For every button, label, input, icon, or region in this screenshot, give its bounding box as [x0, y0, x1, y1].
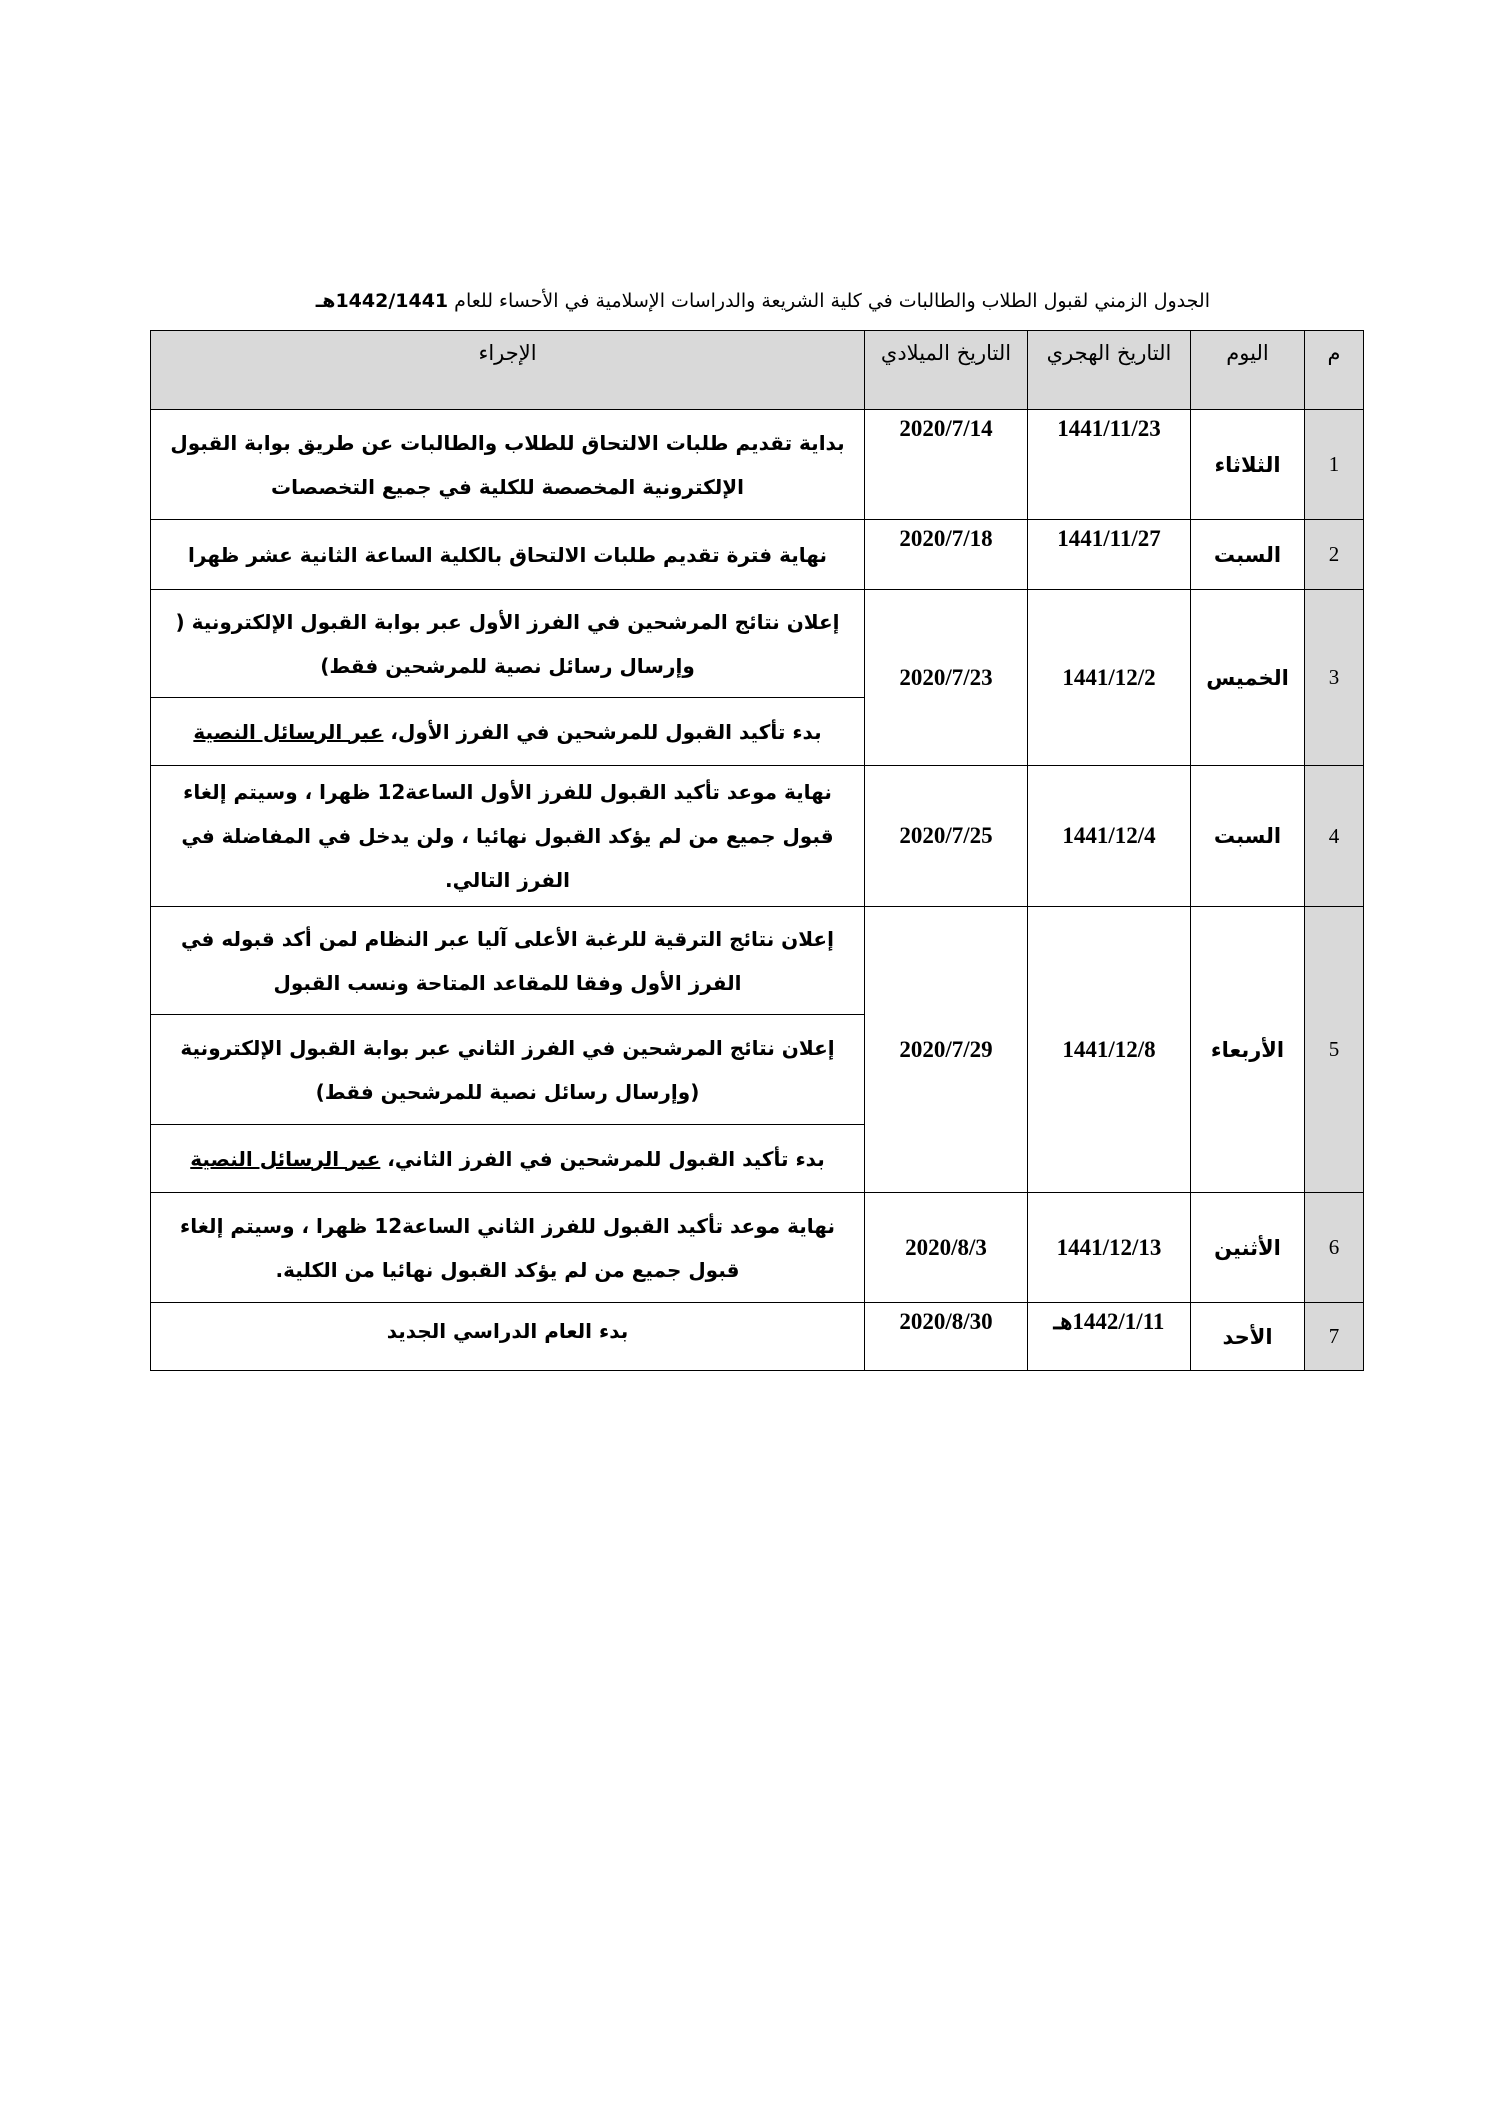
row-action: إعلان نتائج المرشحين في الفرز الثاني عبر بوابة القبول الإلكترونية (وإرسال رسائل نصية للمرشحين فقط) — [151, 1015, 865, 1125]
table-row — [151, 907, 1364, 1015]
confirm-text: بدء تأكيد القبول للمرشحين في الفرز الثاني، — [380, 1146, 825, 1171]
row-gregorian: 2020/7/18 — [865, 520, 1028, 590]
row-action: نهاية فترة تقديم طلبات الالتحاق بالكلية الساعة الثانية عشر ظهرا — [151, 520, 865, 590]
row-hijri: 1441/12/2 — [1028, 590, 1191, 766]
table-row — [151, 1193, 1364, 1303]
row-gregorian: 2020/7/14 — [865, 410, 1028, 520]
row-action: إعلان نتائج المرشحين في الفرز الأول عبر بوابة القبول الإلكترونية ( وإرسال رسائل نصية للمرشحين فقط) — [151, 590, 865, 698]
row-day: الثلاثاء — [1191, 410, 1305, 520]
table-row — [151, 590, 1364, 698]
table-row — [151, 520, 1364, 590]
row-hijri: 1441/11/23 — [1028, 410, 1191, 520]
row-num: 3 — [1305, 590, 1364, 766]
row-num: 6 — [1305, 1193, 1364, 1303]
row-hijri: 1441/12/8 — [1028, 907, 1191, 1193]
row-hijri: 1441/11/27 — [1028, 520, 1191, 590]
row-day: الأربعاء — [1191, 907, 1305, 1193]
header-gregorian: التاريخ الميلادي — [865, 331, 1028, 410]
row-hijri: 1442/1/11هـ — [1028, 1303, 1191, 1371]
title-text: الجدول الزمني لقبول الطلاب والطالبات في كلية الشريعة والدراسات الإسلامية في الأحساء للعام — [448, 290, 1210, 312]
row-day: الأحد — [1191, 1303, 1305, 1371]
row-day: الأثنين — [1191, 1193, 1305, 1303]
row-num: 1 — [1305, 410, 1364, 520]
table-row — [151, 766, 1364, 907]
row-action: بدء العام الدراسي الجديد — [151, 1303, 865, 1371]
row-num: 2 — [1305, 520, 1364, 590]
row-num: 7 — [1305, 1303, 1364, 1371]
header-action: الإجراء — [151, 331, 865, 410]
row-gregorian: 2020/8/30 — [865, 1303, 1028, 1371]
confirm-text: بدء تأكيد القبول للمرشحين في الفرز الأول، — [383, 719, 822, 744]
row-day: السبت — [1191, 766, 1305, 907]
row-day: السبت — [1191, 520, 1305, 590]
page-title — [150, 290, 1210, 312]
schedule-table — [150, 330, 1364, 1371]
row-num: 5 — [1305, 907, 1364, 1193]
table-row — [151, 1303, 1364, 1371]
title-year: 1442/1441هـ — [315, 290, 449, 312]
row-gregorian: 2020/7/29 — [865, 907, 1028, 1193]
header-hijri: التاريخ الهجري — [1028, 331, 1191, 410]
row-gregorian: 2020/7/25 — [865, 766, 1028, 907]
row-action: بداية تقديم طلبات الالتحاق للطلاب والطالبات عن طريق بوابة القبول الإلكترونية المخصصة للكلية في جميع التخصصات — [151, 410, 865, 520]
row-hijri: 1441/12/13 — [1028, 1193, 1191, 1303]
header-row — [151, 331, 1364, 410]
row-action-confirm — [151, 1125, 865, 1193]
row-hijri: 1441/12/4 — [1028, 766, 1191, 907]
header-num: م — [1305, 331, 1364, 410]
table-row — [151, 410, 1364, 520]
confirm-link: عبر الرسائل النصية — [190, 1146, 381, 1171]
row-gregorian: 2020/8/3 — [865, 1193, 1028, 1303]
header-day: اليوم — [1191, 331, 1305, 410]
row-action-confirm — [151, 698, 865, 766]
row-action: نهاية موعد تأكيد القبول للفرز الثاني الساعة12 ظهرا ، وسيتم إلغاء قبول جميع من لم يؤكد القبول نهائيا من الكلية. — [151, 1193, 865, 1303]
row-gregorian: 2020/7/23 — [865, 590, 1028, 766]
row-action: نهاية موعد تأكيد القبول للفرز الأول الساعة12 ظهرا ، وسيتم إلغاء قبول جميع من لم يؤكد القبول نهائيا ، ولن يدخل في المفاضلة في الفرز التالي. — [151, 766, 865, 907]
row-day: الخميس — [1191, 590, 1305, 766]
confirm-link: عبر الرسائل النصية — [193, 719, 384, 744]
row-action: إعلان نتائج الترقية للرغبة الأعلى آليا عبر النظام لمن أكد قبوله في الفرز الأول وفقا للمقاعد المتاحة ونسب القبول — [151, 907, 865, 1015]
row-num: 4 — [1305, 766, 1364, 907]
